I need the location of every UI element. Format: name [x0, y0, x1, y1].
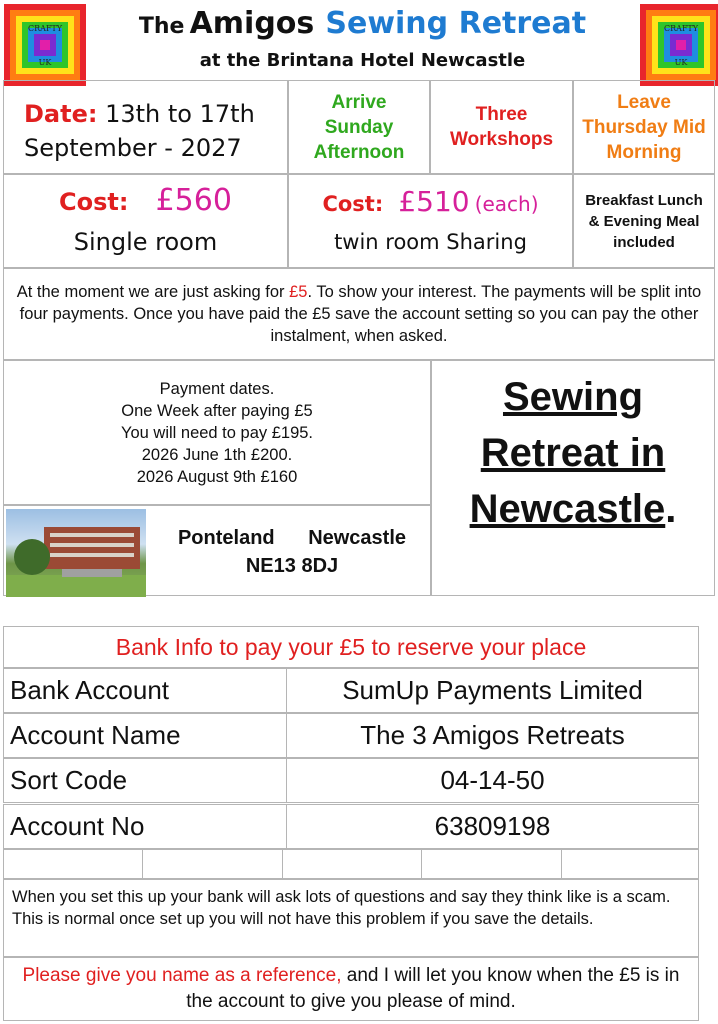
bank-warning-text: When you set this up your bank will ask lots of questions and say they think like is a scam. This is normal once set up you will not have this problem if you save the details.	[12, 888, 671, 928]
workshops-text: Three Workshops	[449, 104, 554, 150]
date-month-year: September - 2027	[24, 134, 242, 162]
twin-cost-label: Cost:	[322, 192, 384, 216]
promo-line-3: Newcastle	[469, 487, 666, 531]
promo-line-2: Retreat in	[480, 431, 666, 475]
promo-dot: .	[665, 487, 677, 531]
bank-row	[3, 804, 699, 849]
bank-row	[3, 713, 699, 758]
logo-bottom-text: UK	[674, 58, 688, 67]
date-label: Date:	[24, 100, 98, 128]
bank-warning	[3, 879, 699, 957]
notice-text-2: . To show your interest. The payments will be split into four payments. Once you have paid the £5 save the account setting so you can pay the other instalment, when asked.	[19, 283, 702, 345]
hotel-photo	[6, 509, 146, 597]
meals-cell	[573, 174, 715, 268]
arrive-text: Arrive Sunday Afternoon	[313, 91, 405, 163]
blank-row	[3, 849, 699, 879]
reference-red-text: Please give you name as a reference,	[22, 965, 342, 986]
payment-dates-cell	[3, 360, 431, 505]
bank-row	[3, 758, 699, 803]
location-city: Newcastle	[308, 527, 407, 549]
page-subtitle: at the Brintana Hotel Newcastle	[199, 50, 526, 71]
bank-row	[3, 668, 699, 713]
date-cell	[3, 80, 288, 174]
location-postcode: NE13 8DJ	[245, 555, 339, 577]
bank-row-value: SumUp Payments Limited	[286, 669, 698, 712]
payment-line: Payment dates.	[159, 379, 275, 398]
bank-row-label: Sort Code	[10, 765, 128, 795]
twin-cost-each: (each)	[474, 192, 539, 216]
leave-text: Leave Thursday Mid Morning	[582, 91, 706, 163]
twin-room-desc: twin room Sharing	[334, 230, 527, 254]
notice-amount: £5	[289, 283, 308, 301]
bank-row-value: 63809198	[286, 805, 698, 848]
logo-top-text: CRAFTY	[27, 24, 63, 33]
bank-row-label: Account Name	[10, 720, 181, 750]
workshops-cell	[430, 80, 573, 174]
single-cost-value: £560	[155, 183, 232, 218]
logo-top-text: CRAFTY	[663, 24, 699, 33]
logo-bottom-text: UK	[38, 58, 52, 67]
bank-reference	[3, 957, 699, 1021]
crafty-uk-logo-left	[4, 4, 86, 86]
promo-cell	[431, 360, 715, 596]
date-value: 13th to 17th	[105, 100, 255, 128]
reference-text: and I will let you know when the £5 is in the account to give you please of mind.	[186, 965, 680, 1012]
notice-cell	[3, 268, 715, 360]
notice-text-1: At the moment we are just asking for	[16, 283, 290, 301]
meals-text: Breakfast Lunch & Evening Meal included	[585, 191, 703, 251]
arrive-cell	[288, 80, 430, 174]
twin-cost-value: £510	[398, 185, 470, 218]
page-title	[90, 6, 635, 41]
single-room-desc: Single room	[73, 228, 218, 256]
payment-dates-list	[121, 378, 313, 488]
bank-heading-text: Bank Info to pay your £5 to reserve your place	[115, 633, 587, 660]
bank-row-value: The 3 Amigos Retreats	[286, 714, 698, 757]
bank-row-value: 04-14-50	[286, 759, 698, 802]
payment-line: 2026 August 9th £160	[136, 467, 298, 486]
location-cell	[3, 505, 431, 596]
payment-line: One Week after paying £5	[121, 401, 313, 420]
leave-cell	[573, 80, 715, 174]
title-the: The	[138, 14, 185, 39]
payment-line: 2026 June 1th £200.	[141, 445, 293, 464]
title-amigos: Amigos	[189, 6, 315, 41]
crafty-uk-logo-right	[640, 4, 718, 86]
twin-cost-cell	[288, 174, 573, 268]
bank-heading	[3, 626, 699, 668]
payment-line: You will need to pay £195.	[120, 423, 314, 442]
location-town: Ponteland	[177, 527, 275, 549]
promo-line-1: Sewing	[502, 375, 644, 419]
single-cost-cell	[3, 174, 288, 268]
bank-row-label: Account No	[10, 811, 145, 841]
single-cost-label: Cost:	[59, 188, 129, 216]
bank-row-label: Bank Account	[10, 675, 169, 705]
title-sewing-retreat: Sewing Retreat	[325, 6, 587, 41]
